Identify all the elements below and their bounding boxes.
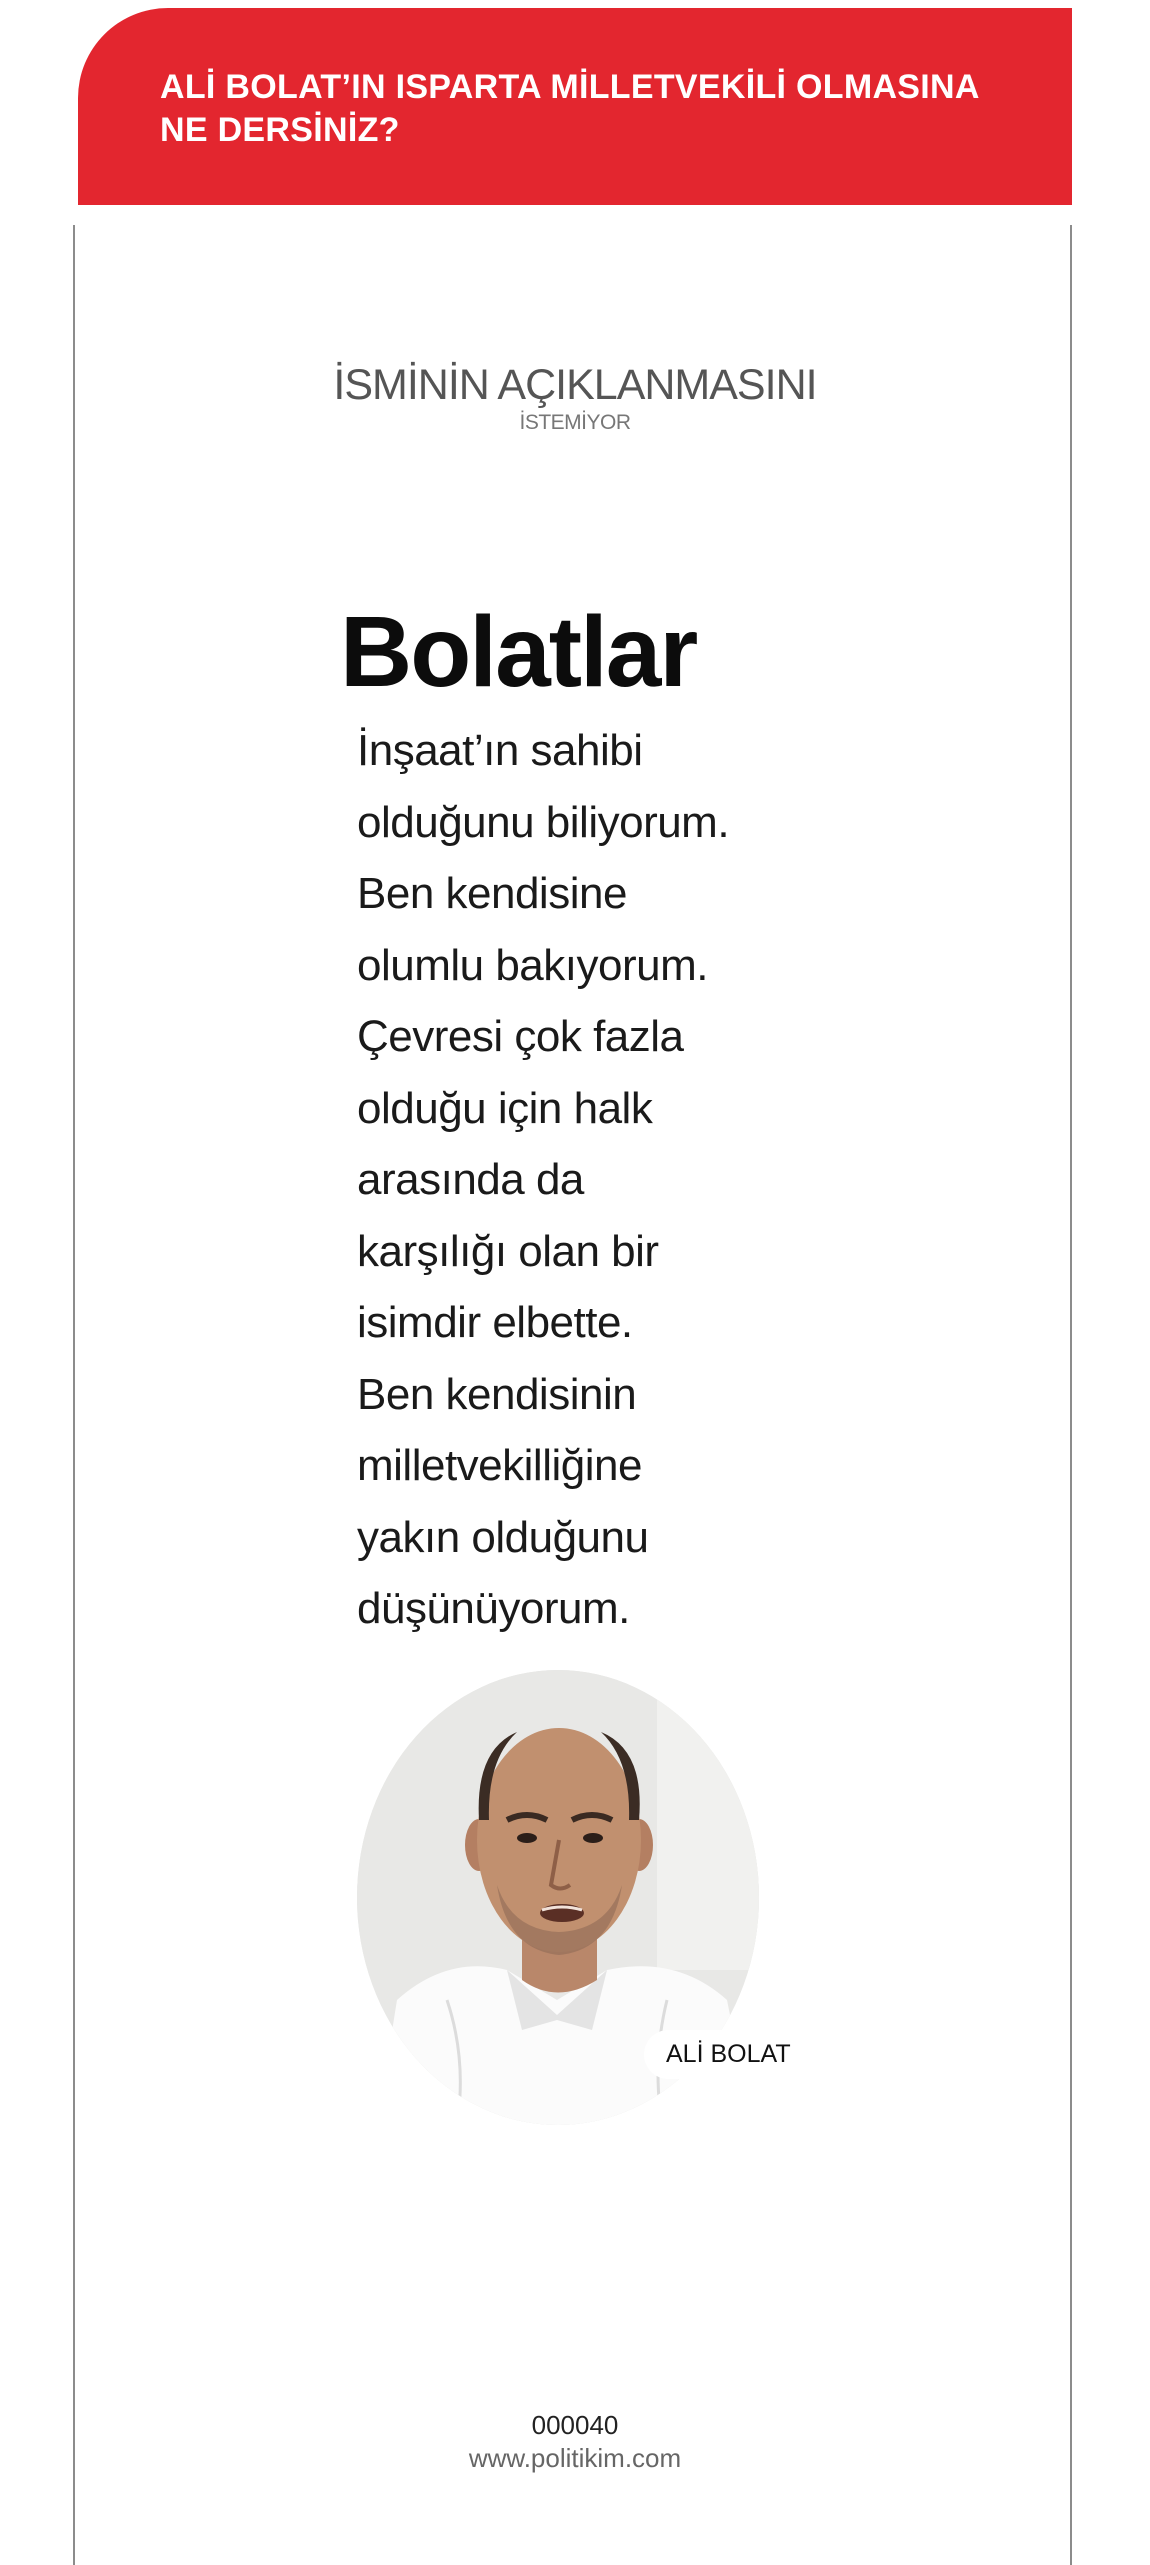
answer-line: isimdir elbette. [357,1298,633,1347]
answer-line: düşünüyorum. [357,1584,630,1633]
question-banner [78,8,1072,205]
website-url: www.politikim.com [468,2443,682,2473]
answer-line: olduğu için halk [357,1083,653,1133]
answer-line: Ben kendisinin [357,1369,637,1419]
banner-title [160,66,1032,152]
respondent-source [0,360,1150,436]
subject-name-tag: ALİ BOLAT [644,2030,813,2079]
answer-line: Çevresi çok fazla [357,1012,684,1061]
page-code: 000040 [531,2410,619,2440]
answer-line: yakın olduğunu [357,1512,649,1562]
answer-line: İnşaat’ın sahibi [357,726,643,775]
banner-title-line2: NE DERSİNİZ? [160,111,400,149]
answer-line: olumlu bakıyorum. [357,940,708,990]
answer-line: Ben kendisine [357,869,627,918]
answer-line: milletvekilliğine [357,1441,642,1490]
page-footer [0,2409,1150,2475]
answer-line: karşılığı olan bir [357,1226,659,1276]
answer-body [357,715,787,1645]
source-main-label: İSMİNİN AÇIKLANMASINI [333,361,817,409]
source-sub-label: İSTEMİYOR [519,411,631,434]
answer-line: olduğunu biliyorum. [357,797,730,847]
banner-title-line1: ALİ BOLAT’IN ISPARTA MİLLETVEKİLİ OLMASINA [160,68,980,106]
answer-headline: Bolatlar [340,596,697,708]
answer-line: arasında da [357,1155,584,1204]
